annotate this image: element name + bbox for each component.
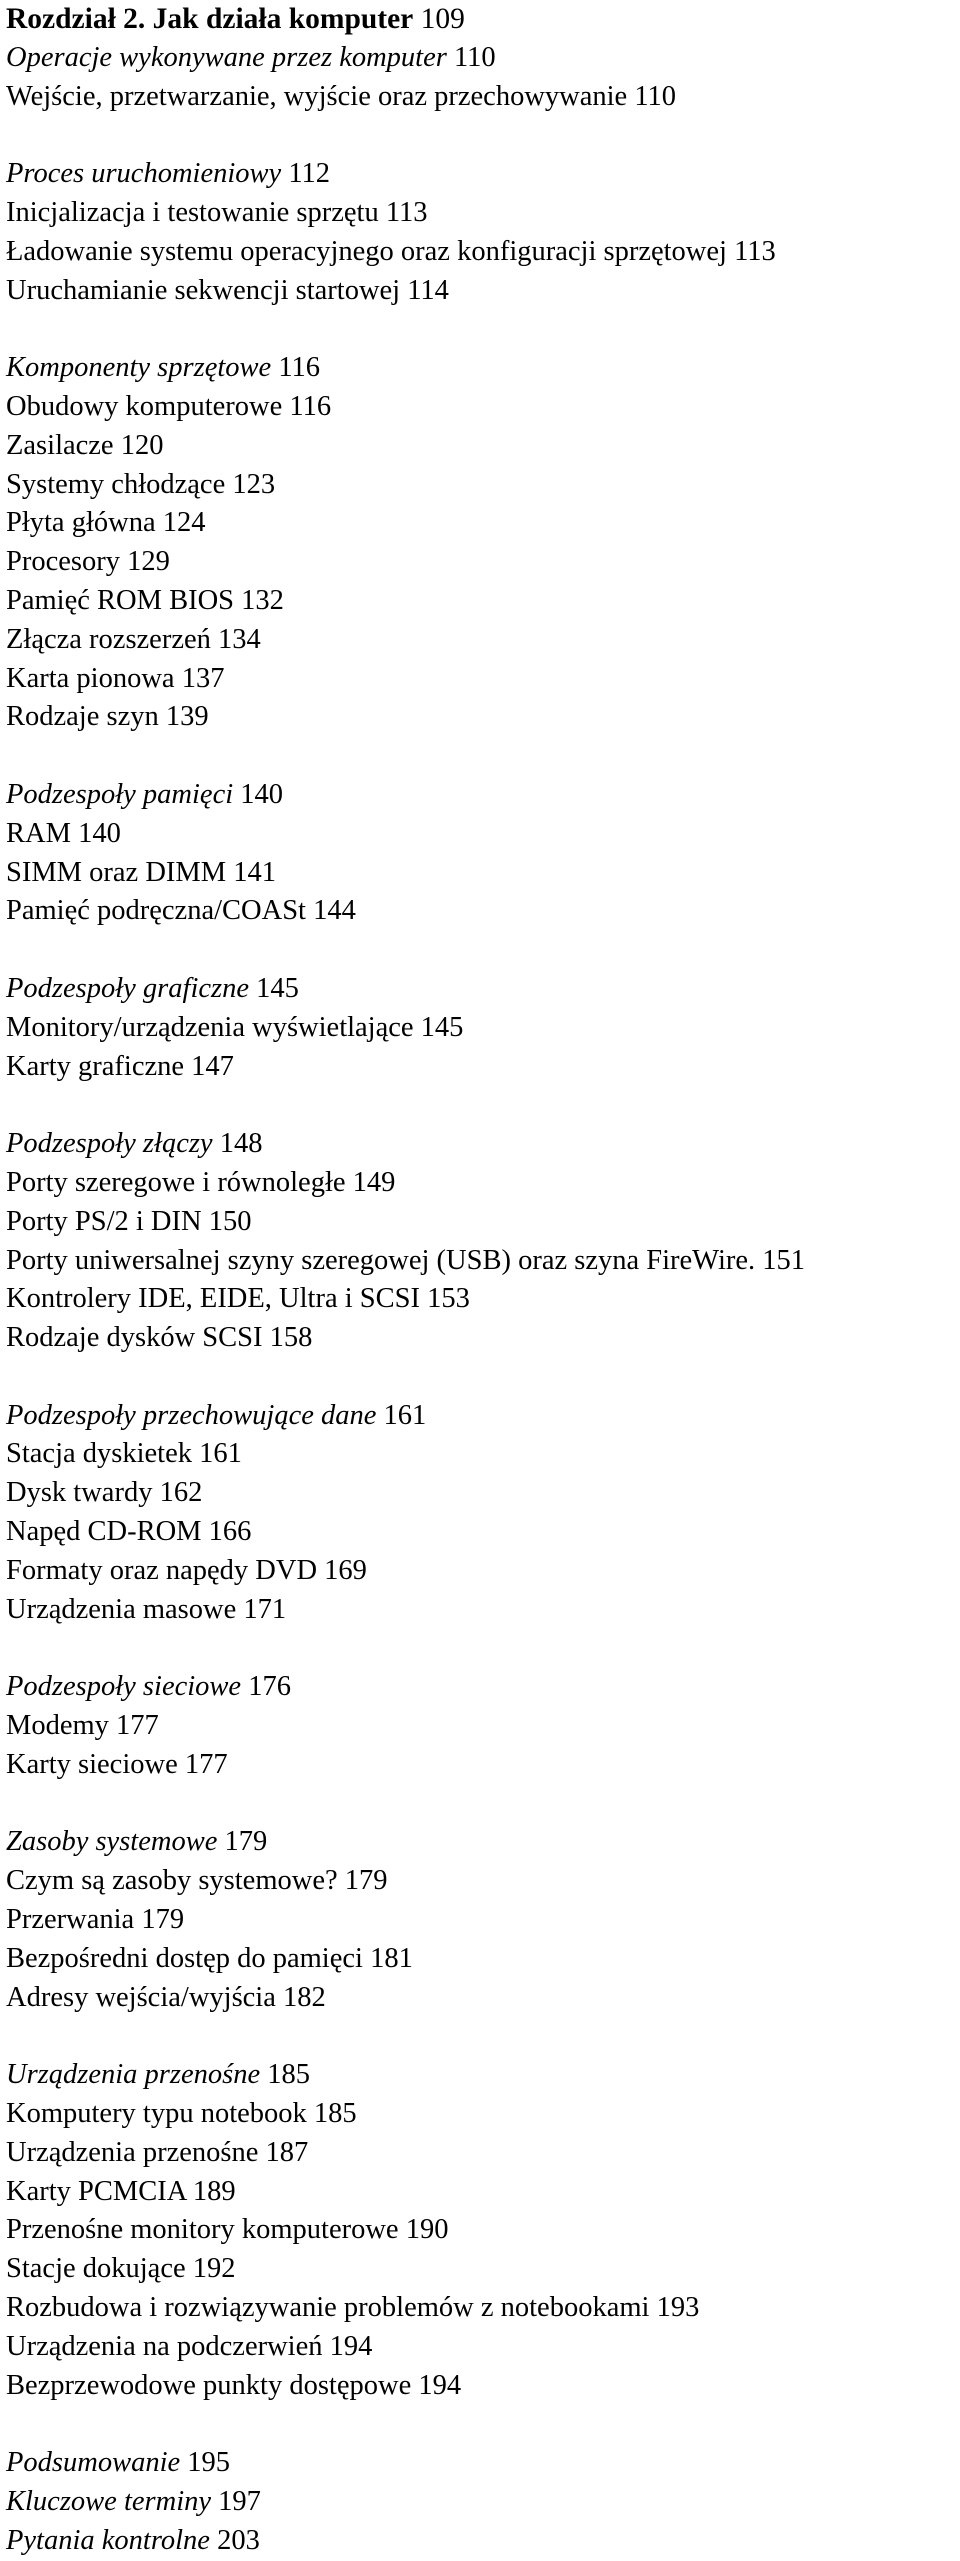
toc-entry (6, 854, 956, 893)
entry-label: Uruchamianie sekwencji startowej (6, 274, 401, 306)
section-heading (6, 1125, 956, 1164)
toc-entry (6, 1319, 956, 1358)
page-number: 176 (248, 1671, 291, 1703)
toc-entry (6, 698, 956, 737)
spacer (6, 2017, 956, 2056)
entry-label: Karty graficzne (6, 1050, 185, 1082)
spacer (6, 1358, 956, 1397)
page-number: 145 (420, 1011, 464, 1043)
entry-label: Przenośne monitory komputerowe (6, 2214, 399, 2246)
page-number: 187 (265, 2136, 309, 2168)
entry-label: Bezprzewodowe punkty dostępowe (6, 2369, 412, 2401)
page-number: 113 (734, 235, 776, 267)
page-number: 179 (141, 1904, 185, 1936)
toc-entry (6, 427, 956, 466)
page-number: 116 (278, 352, 321, 384)
toc-entry (6, 1048, 956, 1087)
toc-entry (6, 1746, 956, 1785)
toc-entry (6, 2173, 956, 2212)
section-heading (6, 1668, 956, 1707)
entry-label: Pamięć ROM BIOS (6, 584, 234, 616)
section-heading (6, 2483, 956, 2522)
toc-entry (6, 1940, 956, 1979)
entry-label: Karta pionowa (6, 662, 175, 694)
toc-entry (6, 2367, 956, 2406)
spacer (6, 2405, 956, 2444)
entry-label: Pamięć podręczna/COASt (6, 895, 306, 927)
page-number: 151 (762, 1244, 806, 1276)
page-number: 109 (420, 3, 465, 35)
page-number: 197 (218, 2486, 261, 2517)
page-number: 177 (184, 1748, 228, 1780)
entry-label: Rodzaje dysków SCSI (6, 1322, 263, 1354)
toc-entry (6, 233, 956, 272)
spacer (6, 737, 956, 776)
toc-entry (6, 2328, 956, 2367)
entry-label: Komponenty sprzętowe (6, 352, 272, 384)
page-number: 190 (405, 2214, 449, 2246)
toc-entry (6, 1901, 956, 1940)
section-heading (6, 1397, 956, 1436)
page-number: 110 (634, 80, 677, 112)
toc-entry (6, 892, 956, 931)
entry-label: Karty PCMCIA (6, 2175, 186, 2207)
entry-label: Stacja dyskietek (6, 1438, 192, 1470)
entry-label: Proces uruchomieniowy (6, 158, 282, 190)
toc-entry (6, 1242, 956, 1281)
entry-label: Inicjalizacja i testowanie sprzętu (6, 196, 379, 228)
page-number: 124 (162, 507, 206, 539)
section-heading (6, 39, 956, 78)
entry-label: Urządzenia na podczerwień (6, 2330, 323, 2362)
entry-label: Porty uniwersalnej szyny szeregowej (USB) oraz szyna FireWire. (6, 1244, 756, 1276)
toc-entry (6, 621, 956, 660)
toc-entry (6, 1979, 956, 2018)
entry-label: SIMM oraz DIMM (6, 856, 227, 888)
page-number: 139 (165, 701, 209, 733)
section-heading (6, 155, 956, 194)
page-number: 145 (256, 972, 299, 1004)
page-number: 114 (407, 274, 449, 306)
page-number: 134 (218, 623, 261, 655)
spacer (6, 1086, 956, 1125)
toc-entry (6, 1513, 956, 1552)
entry-label: Monitory/urządzenia wyświetlające (6, 1011, 414, 1043)
entry-label: Zasoby systemowe (6, 1826, 218, 1858)
page-number: 169 (324, 1554, 367, 1586)
entry-label: RAM (6, 817, 71, 849)
page-number: 140 (240, 778, 284, 810)
toc-entry (6, 2250, 956, 2289)
page-number: 166 (208, 1516, 252, 1548)
entry-label: Porty szeregowe i równoległe (6, 1166, 346, 1198)
page-number: 110 (453, 41, 496, 73)
page-number: 150 (208, 1205, 252, 1237)
page-number: 171 (243, 1593, 287, 1625)
entry-label: Formaty oraz napędy DVD (6, 1554, 318, 1586)
page-number: 112 (288, 158, 331, 190)
entry-label: Złącza rozszerzeń (6, 623, 211, 655)
page-number: 129 (127, 546, 170, 578)
toc-entry (6, 78, 956, 117)
entry-label: Systemy chłodzące (6, 468, 226, 500)
page-number: 158 (269, 1322, 313, 1354)
entry-label: Czym są zasoby systemowe? (6, 1865, 338, 1897)
page-number: 137 (181, 662, 225, 694)
entry-label: Urządzenia przenośne (6, 2136, 259, 2168)
entry-label: Przerwania (6, 1904, 135, 1936)
entry-label: Stacje dokujące (6, 2253, 186, 2285)
page-number: 182 (283, 1981, 326, 2013)
entry-label: Wejście, przetwarzanie, wyjście oraz przechowywanie (6, 80, 628, 112)
spacer (6, 931, 956, 970)
page-number: 162 (159, 1477, 203, 1509)
entry-label: Urządzenia przenośne (6, 2059, 261, 2091)
entry-label: Zasilacze (6, 429, 114, 461)
entry-label: Podsumowanie (6, 2447, 181, 2479)
page-number: 179 (224, 1826, 268, 1858)
toc-entry (6, 2289, 956, 2328)
entry-label: Rozbudowa i rozwiązywanie problemów z notebookami (6, 2292, 650, 2324)
toc-entry (6, 543, 956, 582)
toc-entry (6, 1862, 956, 1901)
page-number: 179 (344, 1865, 388, 1897)
section-heading (6, 2056, 956, 2095)
page-number: 148 (219, 1128, 263, 1160)
toc-entry (6, 1591, 956, 1630)
entry-label: Podzespoły sieciowe (6, 1671, 242, 1703)
page-number: 194 (418, 2369, 462, 2401)
entry-label: Obudowy komputerowe (6, 390, 283, 422)
section-heading (6, 2444, 956, 2483)
chapter-title (6, 0, 956, 39)
page-number: 193 (656, 2292, 700, 2324)
toc-entry (6, 1009, 956, 1048)
page-number: 192 (192, 2253, 236, 2285)
entry-label: Rozdział 2. Jak działa komputer (6, 3, 414, 35)
toc-entry (6, 1164, 956, 1203)
page-number: 149 (352, 1166, 396, 1198)
page-number: 194 (329, 2330, 373, 2362)
spacer (6, 1629, 956, 1668)
page-number: 123 (232, 468, 276, 500)
toc-entry (6, 194, 956, 233)
entry-label: Karty sieciowe (6, 1748, 178, 1780)
entry-label: Komputery typu notebook (6, 2098, 307, 2130)
page-number: 185 (267, 2059, 310, 2091)
page-number: 185 (313, 2098, 357, 2130)
entry-label: Rodzaje szyn (6, 701, 159, 733)
toc-entry (6, 1707, 956, 1746)
page-number: 144 (313, 895, 356, 927)
section-heading (6, 2522, 956, 2561)
entry-label: Podzespoły pamięci (6, 778, 234, 810)
toc-entry (6, 660, 956, 699)
entry-label: Adresy wejścia/wyjścia (6, 1981, 276, 2013)
entry-label: Modemy (6, 1710, 109, 1742)
section-heading (6, 1823, 956, 1862)
page-number: 120 (120, 429, 164, 461)
entry-label: Płyta główna (6, 507, 156, 539)
entry-label: Procesory (6, 546, 120, 578)
page-number: 141 (233, 856, 276, 888)
toc-entry (6, 2211, 956, 2250)
section-heading (6, 349, 956, 388)
page-number: 153 (427, 1283, 470, 1315)
toc-entry (6, 272, 956, 311)
entry-label: Pytania kontrolne (6, 2524, 210, 2556)
page-number: 116 (289, 390, 332, 422)
spacer (6, 1785, 956, 1824)
section-heading (6, 776, 956, 815)
toc-entry (6, 1203, 956, 1242)
entry-label: Kontrolery IDE, EIDE, Ultra i SCSI (6, 1283, 420, 1315)
toc-entry (6, 1435, 956, 1474)
toc-entry (6, 1552, 956, 1591)
entry-label: Ładowanie systemu operacyjnego oraz konfiguracji sprzętowej (6, 235, 727, 267)
toc-entry (6, 1280, 956, 1319)
entry-label: Napęd CD-ROM (6, 1516, 202, 1548)
page-number: 147 (191, 1050, 234, 1082)
toc-entry (6, 582, 956, 621)
toc-entry (6, 388, 956, 427)
page-number: 140 (78, 817, 121, 849)
entry-label: Podzespoły złączy (6, 1128, 213, 1160)
page-number: 181 (370, 1942, 413, 1974)
page-number: 161 (383, 1399, 427, 1431)
entry-label: Podzespoły graficzne (6, 972, 250, 1004)
entry-label: Operacje wykonywane przez komputer (6, 41, 447, 73)
entry-label: Dysk twardy (6, 1477, 153, 1509)
entry-label: Porty PS/2 i DIN (6, 1205, 202, 1237)
entry-label: Urządzenia masowe (6, 1593, 237, 1625)
page-number: 203 (217, 2524, 260, 2556)
entry-label: Kluczowe terminy (6, 2486, 212, 2517)
page-number: 113 (385, 196, 428, 228)
page-number: 161 (199, 1438, 242, 1470)
page-number: 177 (116, 1710, 159, 1742)
entry-label: Podzespoły przechowujące dane (6, 1399, 377, 1431)
spacer (6, 116, 956, 155)
table-of-contents (6, 0, 956, 2561)
toc-entry (6, 504, 956, 543)
entry-label: Bezpośredni dostęp do pamięci (6, 1942, 363, 1974)
toc-entry (6, 466, 956, 505)
page-number: 132 (241, 584, 284, 616)
page-number: 189 (192, 2175, 236, 2207)
spacer (6, 310, 956, 349)
section-heading (6, 970, 956, 1009)
page-number: 195 (187, 2447, 231, 2479)
toc-entry (6, 2095, 956, 2134)
toc-entry (6, 2134, 956, 2173)
toc-entry (6, 1474, 956, 1513)
toc-entry (6, 815, 956, 854)
